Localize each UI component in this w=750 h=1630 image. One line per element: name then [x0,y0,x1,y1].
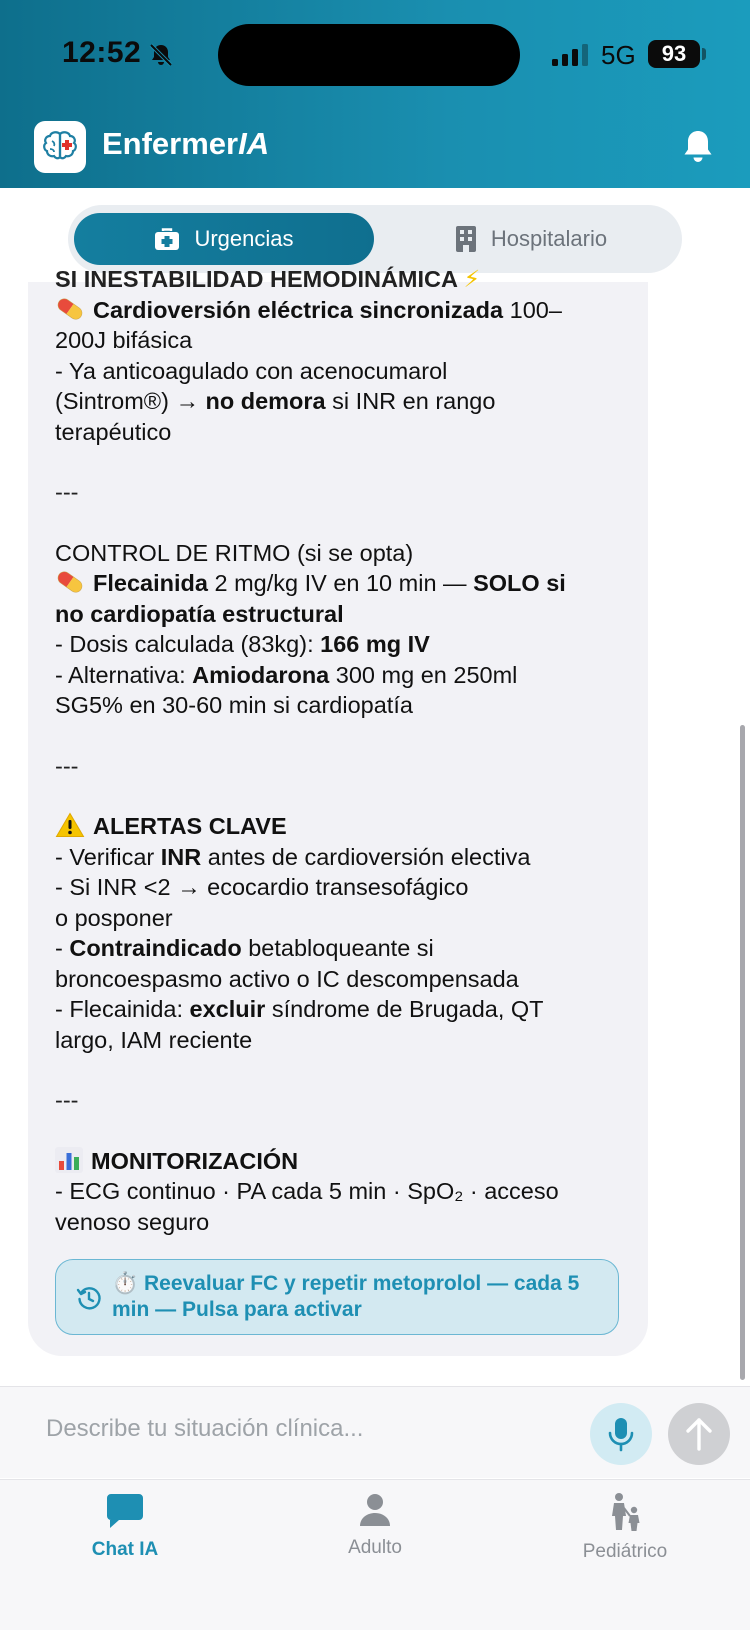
brain-cross-icon [34,121,86,173]
first-aid-kit-icon [154,227,180,251]
nav-chat-ia-label: Chat IA [91,1539,159,1560]
send-button[interactable] [668,1403,730,1465]
app-header [0,0,750,188]
alternative-text: - Alternativa: [55,661,193,688]
battery-icon: 93 [648,40,700,68]
microphone-button[interactable] [590,1403,652,1465]
brugada-text: síndrome de Brugada, QT [265,996,544,1022]
separator: --- [55,752,79,779]
unstable-line-1 [55,295,625,326]
tab-urgencias-label: Urgencias [194,226,294,251]
verify-text: - Verificar [55,843,161,870]
timer-history-icon [76,1285,102,1311]
battery-nub [702,48,706,60]
monitoring-line-2: venoso seguro [55,1208,210,1235]
cardioversion-bold: Cardioversión eléctrica sincronizada [93,296,504,323]
network-label: 5G [601,40,636,70]
assistant-message-bubble [28,266,648,1356]
cardioversion-energy: 100– [503,296,562,323]
message-composer [0,1386,750,1478]
nav-adulto-label: Adulto [348,1537,402,1558]
nav-chat-ia[interactable] [0,1492,250,1561]
app-title [102,126,269,162]
bar-chart-icon [55,1147,83,1173]
scrollbar[interactable] [740,725,745,1380]
bottom-navigation [0,1479,750,1630]
alerts-line-6 [55,994,625,1025]
dash-text: - [55,935,70,961]
no-delay-bold: no demora [205,388,326,414]
arrow-up-icon [668,1403,730,1465]
sintrom-text: (Sintrom®) → [55,388,206,414]
alerts-line-3: o posponer [55,904,173,931]
before-cardioversion-text: antes de cardioversión electiva [201,843,531,870]
separator: --- [55,479,79,505]
nav-pediatrico[interactable] [500,1492,750,1563]
pill-icon [55,296,85,322]
chat-bubble-icon [105,1492,145,1530]
nav-adulto[interactable] [250,1492,500,1559]
flecainide-text: - Flecainida: [55,996,190,1022]
care-setting-segment [68,205,682,273]
hospital-building-icon [455,225,477,253]
tab-urgencias[interactable] [74,213,374,265]
calculated-dose-bold: 166 mg IV [320,631,430,657]
monitoring-heading: MONITORIZACIÓN [91,1147,299,1174]
rhythm-line-4 [55,660,625,691]
rhythm-line-1 [55,568,625,599]
reminder-label: ⏱️ Reevaluar FC y repetir metoprolol — cada 5 min — Pulsa para activar [112,1272,580,1321]
unstable-line-2: 200J bifásica [55,327,193,353]
lightning-icon: ⚡ [463,266,481,292]
app-title-suffix: IA [238,126,270,161]
inr-range-text: si INR en rango [325,388,496,414]
alerts-line-5: broncoespasmo activo o IC descompensada [55,965,519,992]
rhythm-line-3 [55,629,625,660]
status-time: 12:52 [62,36,142,69]
clinical-situation-input[interactable] [46,1415,546,1443]
alerts-heading-line [55,811,625,842]
dynamic-island [218,24,520,86]
separator: --- [55,1087,79,1113]
bell-off-icon [148,42,174,68]
nav-pediatrico-label: Pediátrico [582,1541,668,1562]
flecainide-dose: 2 mg/kg IV en 10 min — [207,570,474,596]
amiodarone-bold: Amiodarona [192,661,330,688]
alerts-line-2: - Si INR <2 → ecocardio transesofágico [55,874,469,900]
tab-hospitalario-label: Hospitalario [490,226,608,251]
notification-bell-icon[interactable] [680,128,716,166]
adult-child-icon [607,1492,643,1532]
contraindicated-bold: Contraindicado [69,935,242,961]
message-body [55,266,625,1237]
warning-icon [55,812,85,838]
exclude-bold: excluir [189,996,266,1022]
amiodarone-dose: 300 mg en 250ml [329,661,518,688]
reevaluate-reminder-button[interactable] [55,1259,619,1335]
no-structural-bold: no cardiopatía estructural [55,600,344,627]
unstable-line-4 [55,386,625,417]
alerts-line-1 [55,842,625,873]
pill-icon [55,569,85,595]
cut-off-heading [55,264,625,295]
rhythm-line-5: SG5% en 30-60 min si cardiopatía [55,692,413,718]
rhythm-line-2 [55,599,625,630]
inr-bold: INR [160,843,202,870]
calculated-dose-text: - Dosis calculada (83kg): [55,631,321,657]
monitoring-line-1: - ECG continuo · PA cada 5 min · SpO₂ · acceso [55,1178,559,1204]
unstable-line-3: - Ya anticoagulado con acenocumarol [55,357,448,384]
signal-icon [552,44,590,66]
rhythm-heading: CONTROL DE RITMO (si se opta) [55,539,414,566]
app-logo [34,121,86,173]
monitoring-heading-line [55,1146,625,1177]
alerts-line-4 [55,933,625,964]
betablocker-text: betabloqueante si [241,935,434,961]
alerts-line-7: largo, IAM reciente [55,1026,253,1053]
app-title-prefix: Enfermer [102,126,239,161]
flecainide-bold: Flecainida [93,570,208,596]
unstable-line-5: terapéutico [55,418,172,445]
status-bar [0,0,750,110]
alerts-heading: ALERTAS CLAVE [93,813,287,839]
adult-person-icon [358,1492,392,1528]
only-if-bold: SOLO si [473,570,566,596]
microphone-icon [590,1403,652,1465]
tab-hospitalario[interactable] [386,213,676,265]
cut-heading-text: SI INESTABILIDAD HEMODINÁMICA [55,266,458,292]
